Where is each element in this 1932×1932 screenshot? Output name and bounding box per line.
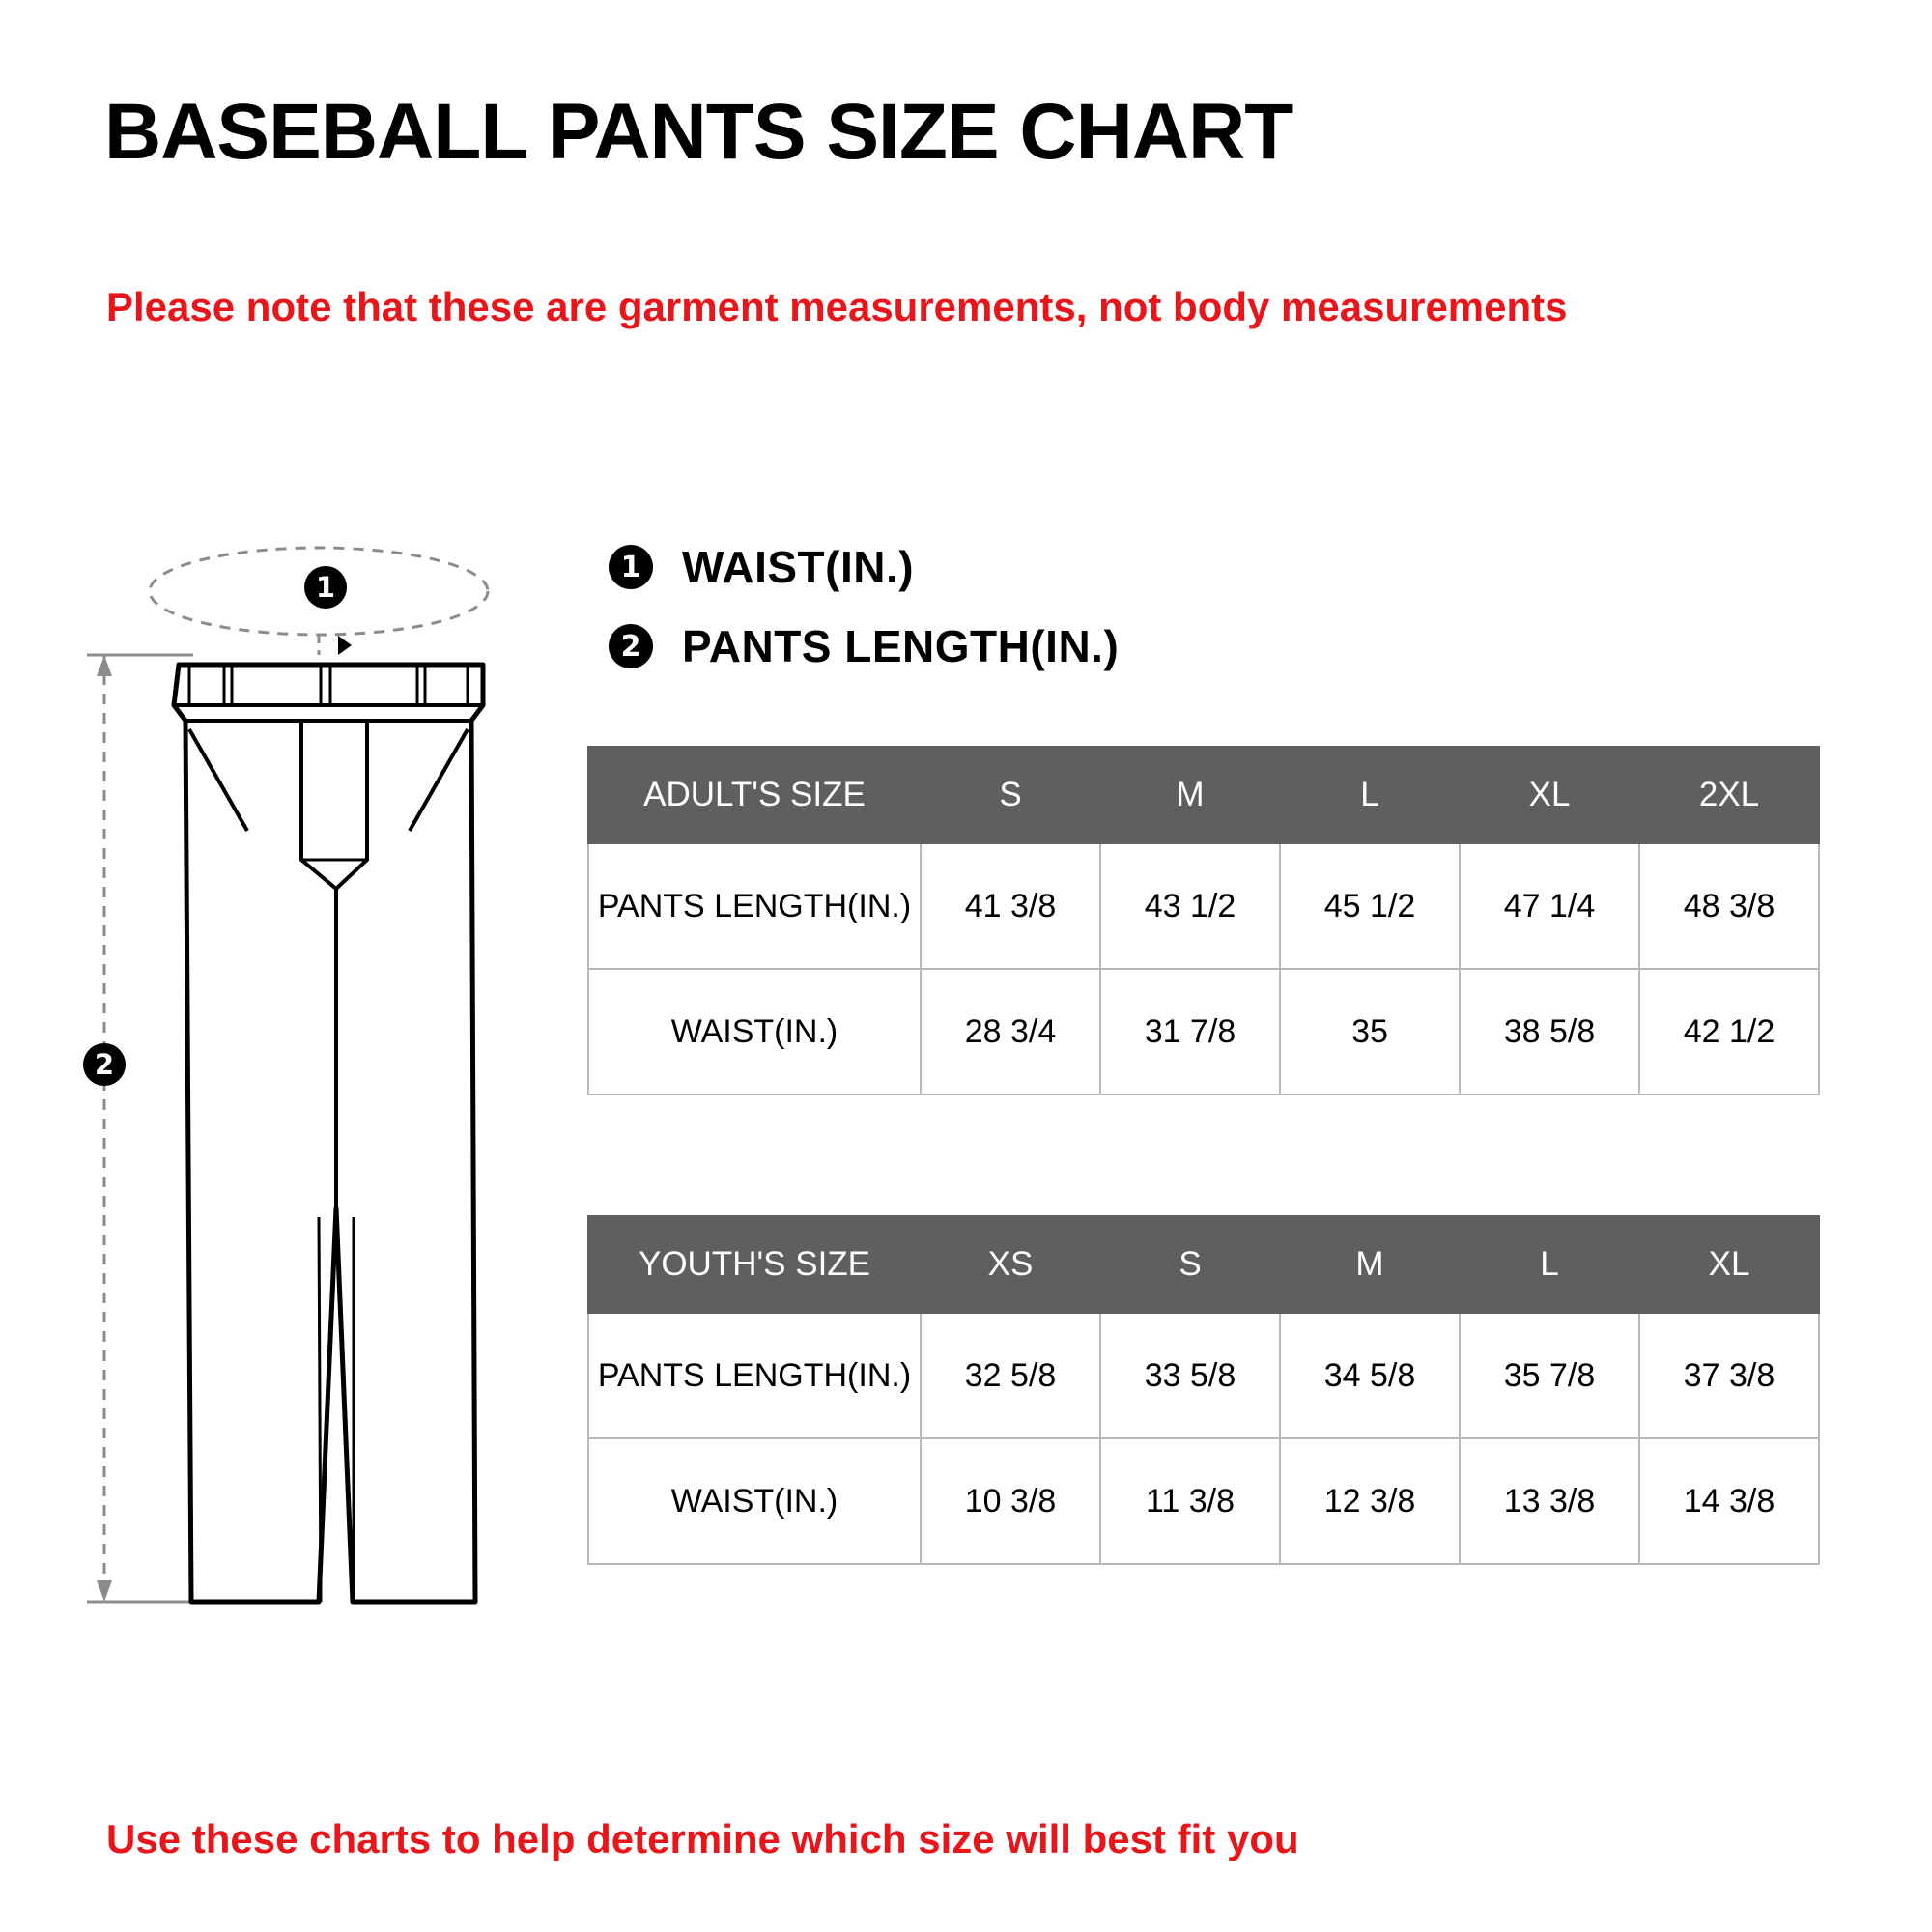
- youth-row-label-pants-length: PANTS LENGTH(IN.): [588, 1313, 921, 1438]
- adults-waist-xl: 38 5/8: [1460, 969, 1639, 1094]
- youth-col-xs: XS: [921, 1216, 1100, 1313]
- adults-waist-m: 31 7/8: [1100, 969, 1280, 1094]
- adults-col-m: M: [1100, 747, 1280, 843]
- youth-col-m: M: [1280, 1216, 1460, 1313]
- youth-col-l: L: [1460, 1216, 1639, 1313]
- adults-waist-l: 35: [1280, 969, 1460, 1094]
- youth-pants-length-s: 33 5/8: [1100, 1313, 1280, 1438]
- legend-item-waist: [609, 541, 1119, 593]
- youth-size-table: [587, 1215, 1820, 1565]
- number-1-badge-icon: 1: [609, 545, 653, 589]
- diagram-badge-length: 2: [83, 1043, 126, 1086]
- pants-diagram: [77, 541, 580, 1652]
- youth-col-xl: XL: [1639, 1216, 1819, 1313]
- adults-row-label-pants-length: PANTS LENGTH(IN.): [588, 843, 921, 969]
- adults-pants-length-xl: 47 1/4: [1460, 843, 1639, 969]
- youth-pants-length-l: 35 7/8: [1460, 1313, 1639, 1438]
- adults-size-table: [587, 746, 1820, 1095]
- garment-measurement-note: Please note that these are garment measurements, not body measurements: [106, 284, 1568, 329]
- legend-label-waist: WAIST(IN.): [682, 542, 915, 592]
- table-row: [588, 1438, 1819, 1564]
- youth-waist-m: 12 3/8: [1280, 1438, 1460, 1564]
- adults-col-xl: XL: [1460, 747, 1639, 843]
- table-row: [588, 843, 1819, 969]
- youth-pants-length-xl: 37 3/8: [1639, 1313, 1819, 1438]
- youth-waist-xs: 10 3/8: [921, 1438, 1100, 1564]
- footer-note: Use these charts to help determine which size will best fit you: [106, 1816, 1299, 1861]
- adults-col-s: S: [921, 747, 1100, 843]
- adults-col-2xl: 2XL: [1639, 747, 1819, 843]
- youth-pants-length-m: 34 5/8: [1280, 1313, 1460, 1438]
- legend-label-pants-length: PANTS LENGTH(IN.): [682, 621, 1120, 671]
- number-2-badge-icon: 2: [609, 624, 653, 668]
- youth-waist-xl: 14 3/8: [1639, 1438, 1819, 1564]
- table-row: [588, 1313, 1819, 1438]
- legend-item-pants-length: [609, 620, 1119, 672]
- youth-waist-l: 13 3/8: [1460, 1438, 1639, 1564]
- youth-row-label-waist: WAIST(IN.): [588, 1438, 921, 1564]
- table-row: [588, 969, 1819, 1094]
- adults-pants-length-s: 41 3/8: [921, 843, 1100, 969]
- adults-size-header: ADULT'S SIZE: [588, 747, 921, 843]
- adults-pants-length-2xl: 48 3/8: [1639, 843, 1819, 969]
- pants-illustration-icon: [77, 541, 580, 1652]
- youth-size-table-wrap: [587, 1215, 1820, 1565]
- youth-waist-s: 11 3/8: [1100, 1438, 1280, 1564]
- adults-col-l: L: [1280, 747, 1460, 843]
- measurement-legend: [609, 541, 1119, 699]
- adults-waist-s: 28 3/4: [921, 969, 1100, 1094]
- youth-pants-length-xs: 32 5/8: [921, 1313, 1100, 1438]
- adults-pants-length-l: 45 1/2: [1280, 843, 1460, 969]
- adults-pants-length-m: 43 1/2: [1100, 843, 1280, 969]
- table-header-row: [588, 747, 1819, 843]
- adults-size-table-wrap: [587, 746, 1820, 1095]
- page-title: BASEBALL PANTS SIZE CHART: [104, 88, 1293, 176]
- adults-waist-2xl: 42 1/2: [1639, 969, 1819, 1094]
- diagram-badge-waist: 1: [304, 566, 347, 609]
- youth-size-header: YOUTH'S SIZE: [588, 1216, 921, 1313]
- adults-row-label-waist: WAIST(IN.): [588, 969, 921, 1094]
- table-header-row: [588, 1216, 1819, 1313]
- youth-col-s: S: [1100, 1216, 1280, 1313]
